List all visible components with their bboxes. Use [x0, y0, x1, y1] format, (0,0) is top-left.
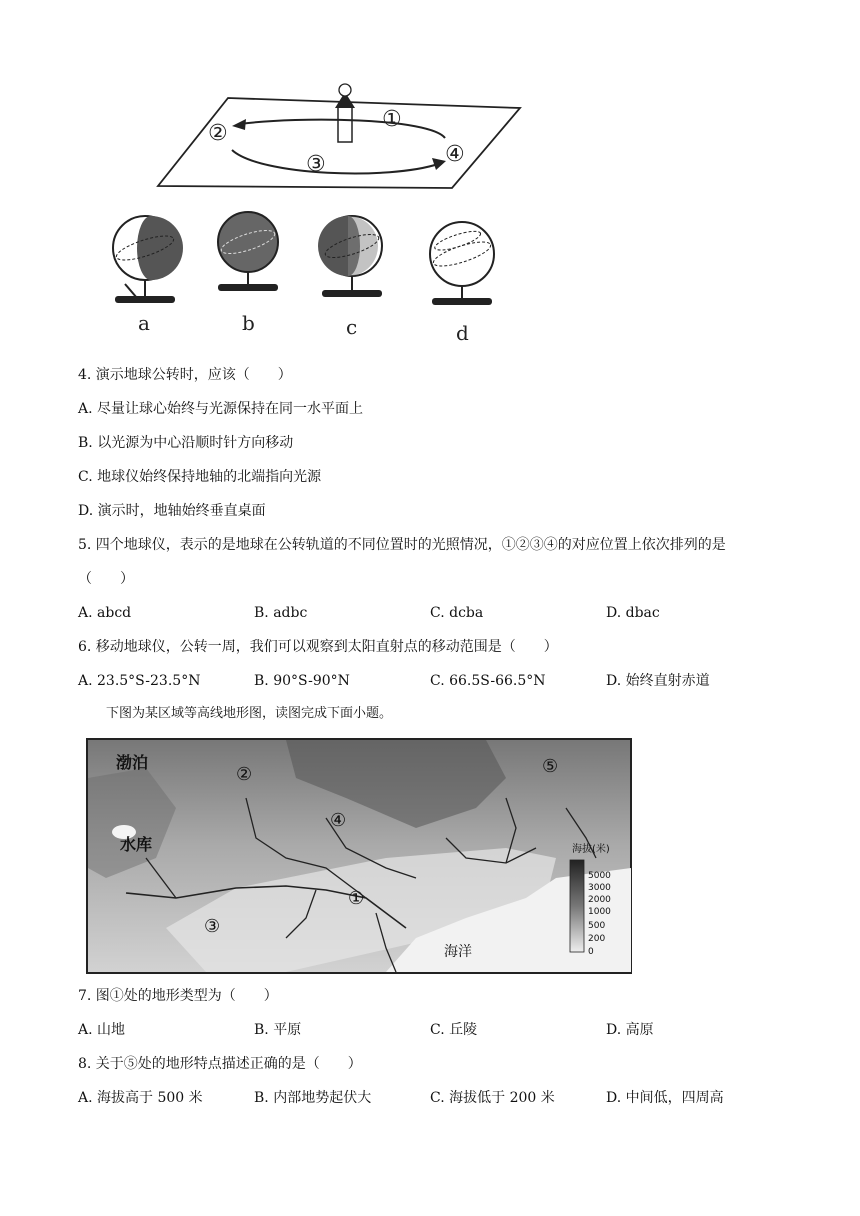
question-7-option-b: B. 平原: [254, 1022, 302, 1038]
globe-d: [430, 222, 494, 305]
question-5-stem-cont: （ ）: [78, 571, 134, 587]
legend-tick-5000: 5000: [588, 871, 611, 881]
question-8-option-a: A. 海拔高于 500 米: [78, 1090, 203, 1106]
legend-tick-3000: 3000: [588, 883, 611, 893]
question-5-option-d: D. dbac: [606, 605, 660, 621]
orbit-arrow-bottom: [232, 150, 438, 173]
question-8-option-c: C. 海拔低于 200 米: [430, 1090, 555, 1106]
question-6-option-c: C. 66.5S-66.5°N: [430, 673, 546, 689]
question-6-option-a: A. 23.5°S-23.5°N: [78, 673, 201, 689]
orbit-position-1: ①: [382, 107, 402, 132]
map-marker-5: ⑤: [542, 756, 559, 777]
globe-b: [218, 212, 278, 291]
question-8-option-d: D. 中间低，四周高: [606, 1090, 724, 1106]
orbit-position-3: ③: [306, 152, 326, 177]
legend-title: 海拔(米): [572, 844, 610, 855]
lamp-stand: [338, 106, 352, 142]
question-7-option-c: C. 丘陵: [430, 1022, 478, 1038]
question-4-option-b: B. 以光源为中心沿顺时针方向移动: [78, 435, 294, 451]
globe-c: [318, 216, 382, 297]
question-7-stem: 7. 图①处的地形类型为（ ）: [78, 988, 278, 1004]
place-label-sea: 海洋: [444, 944, 472, 960]
globe-label-b: b: [242, 311, 255, 335]
question-5-option-a: A. abcd: [78, 605, 132, 621]
orbit-position-4: ④: [445, 142, 465, 167]
map-marker-2: ②: [236, 764, 253, 785]
question-7-option-d: D. 高原: [606, 1022, 654, 1038]
globe-label-a: a: [138, 311, 150, 335]
globe-a: [113, 216, 183, 303]
question-6-option-b: B. 90°S-90°N: [254, 673, 350, 689]
question-4-stem: 4. 演示地球公转时，应该（ ）: [78, 367, 292, 383]
question-4-option-c: C. 地球仪始终保持地轴的北端指向光源: [78, 469, 322, 485]
question-8-stem: 8. 关于⑤处的地形特点描述正确的是（ ）: [78, 1056, 362, 1072]
question-5-option-b: B. adbc: [254, 605, 308, 621]
legend-color-bar: [570, 860, 584, 952]
legend-tick-0: 0: [588, 947, 594, 957]
question-5-stem: 5. 四个地球仪，表示的是地球在公转轨道的不同位置时的光照情况，①②③④的对应位置上依次排列的是: [78, 537, 726, 553]
map-intro: 下图为某区域等高线地形图，读图完成下面小题。: [106, 706, 393, 721]
question-7-option-a: A. 山地: [78, 1022, 126, 1038]
orbit-arrowhead-right: [432, 158, 446, 170]
place-label-bohai: 渤泊: [116, 753, 149, 772]
legend-tick-200: 200: [588, 934, 606, 944]
orbit-position-2: ②: [208, 121, 228, 146]
question-5-option-c: C. dcba: [430, 605, 484, 621]
place-label-reservoir: 水库: [120, 835, 153, 854]
legend-tick-500: 500: [588, 921, 606, 931]
question-6-stem: 6. 移动地球仪，公转一周，我们可以观察到太阳直射点的移动范围是（ ）: [78, 639, 558, 655]
map-marker-1: ①: [348, 888, 365, 909]
orbit-arrowhead-left: [232, 119, 246, 130]
question-8-option-b: B. 内部地势起伏大: [254, 1090, 372, 1106]
legend-tick-2000: 2000: [588, 895, 611, 905]
question-6-option-d: D. 始终直射赤道: [606, 673, 710, 689]
map-marker-4: ④: [330, 810, 347, 831]
light-bulb-icon: [339, 84, 351, 96]
question-4-option-a: A. 尽量让球心始终与光源保持在同一水平面上: [78, 401, 364, 417]
globe-label-c: c: [346, 315, 358, 339]
question-4-option-d: D. 演示时，地轴始终垂直桌面: [78, 503, 266, 519]
globe-label-d: d: [456, 321, 469, 345]
contour-map: [86, 738, 632, 974]
orbit-demo-figure: [100, 78, 530, 348]
legend-tick-1000: 1000: [588, 907, 611, 917]
map-marker-3: ③: [204, 916, 221, 937]
